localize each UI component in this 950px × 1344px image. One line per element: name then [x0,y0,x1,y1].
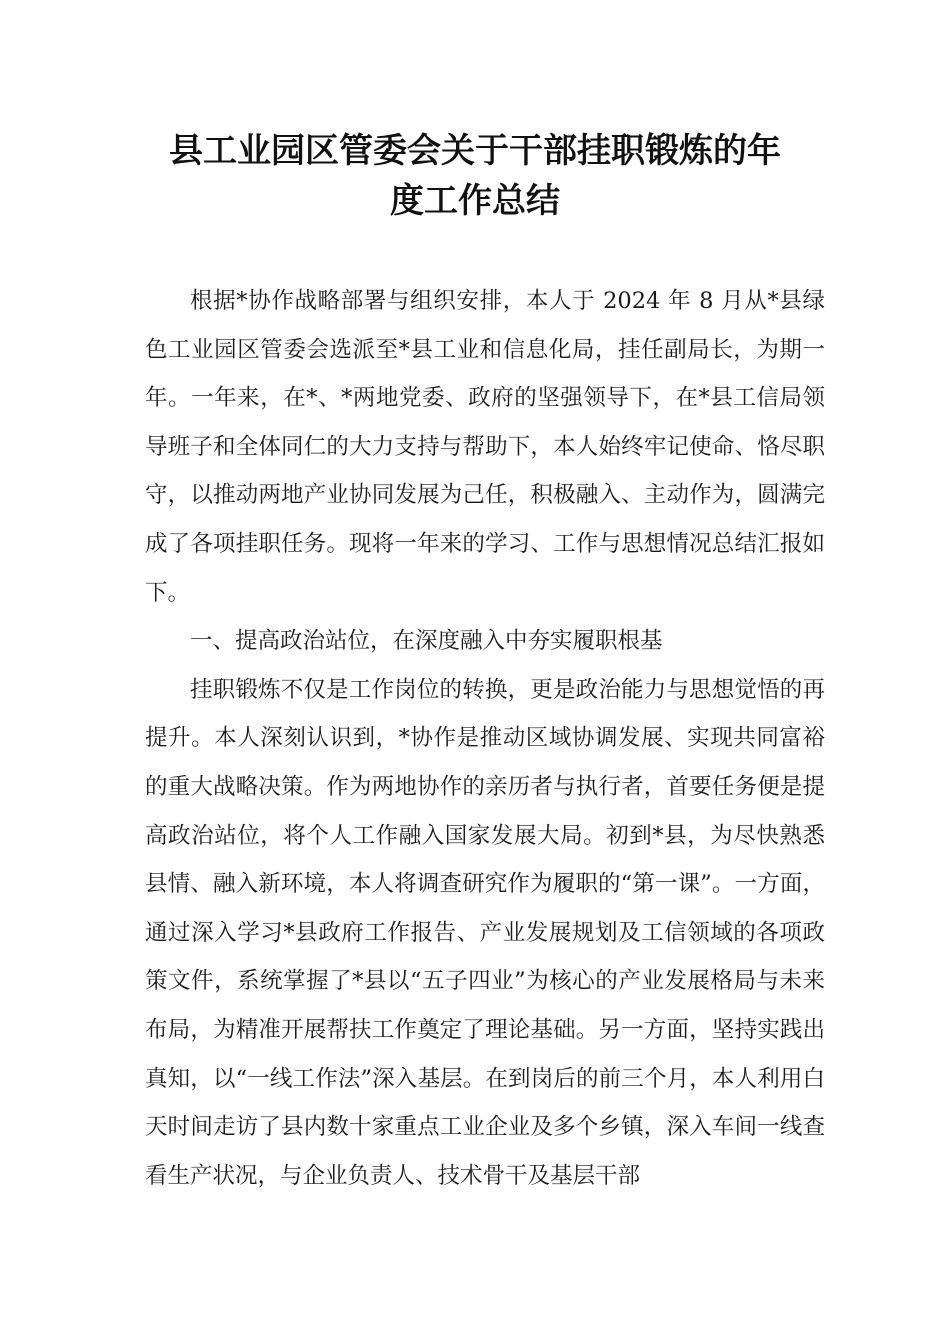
section-1-paragraph: 挂职锻炼不仅是工作岗位的转换，更是政治能力与思想觉悟的再提升。本人深刻认识到，*协作是推动区域协调发展、实现共同富裕的重大战略决策。作为两地协作的亲历者与执行者，首要任务便是提高政治站位，将个人工作融入国家发展大局。初到*县，为尽快熟悉县情、融入新环境，本人将调查研究作为履职的“第一课”。一方面，通过深入学习*县政府工作报告、产业发展规划及工信领域的各项政策文件，系统掌握了*县以“五子四业”为核心的产业发展格局与未来布局，为精准开展帮扶工作奠定了理论基础。另一方面，坚持实践出真知，以“一线工作法”深入基层。在到岗后的前三个月，本人利用白天时间走访了县内数十家重点工业企业及多个乡镇，深入车间一线查看生产状况，与企业负责人、技术骨干及基层干部 [145,676,825,1189]
document-title [145,126,805,226]
title-line-1: 县工业园区管委会关于干部挂职锻炼的年 [169,131,781,171]
document-body [145,277,825,1200]
title-line-2: 度工作总结 [390,181,560,221]
section-heading-1: 一、提高政治站位，在深度融入中夯实履职根基 [190,628,663,655]
intro-paragraph: 根据*协作战略部署与组织安排，本人于 2024 年 8 月从*县绿色工业园区管委会选派至*县工业和信息化局，挂任副局长，为期一年。一年来，在*、*两地党委、政府的坚强领导下，在*县工信局领导班子和全体同仁的大力支持与帮助下，本人始终牢记使命、恪尽职守，以推动两地产业协同发展为己任，积极融入、主动作为，圆满完成了各项挂职任务。现将一年来的学习、工作与思想情况总结汇报如下。 [145,288,825,606]
